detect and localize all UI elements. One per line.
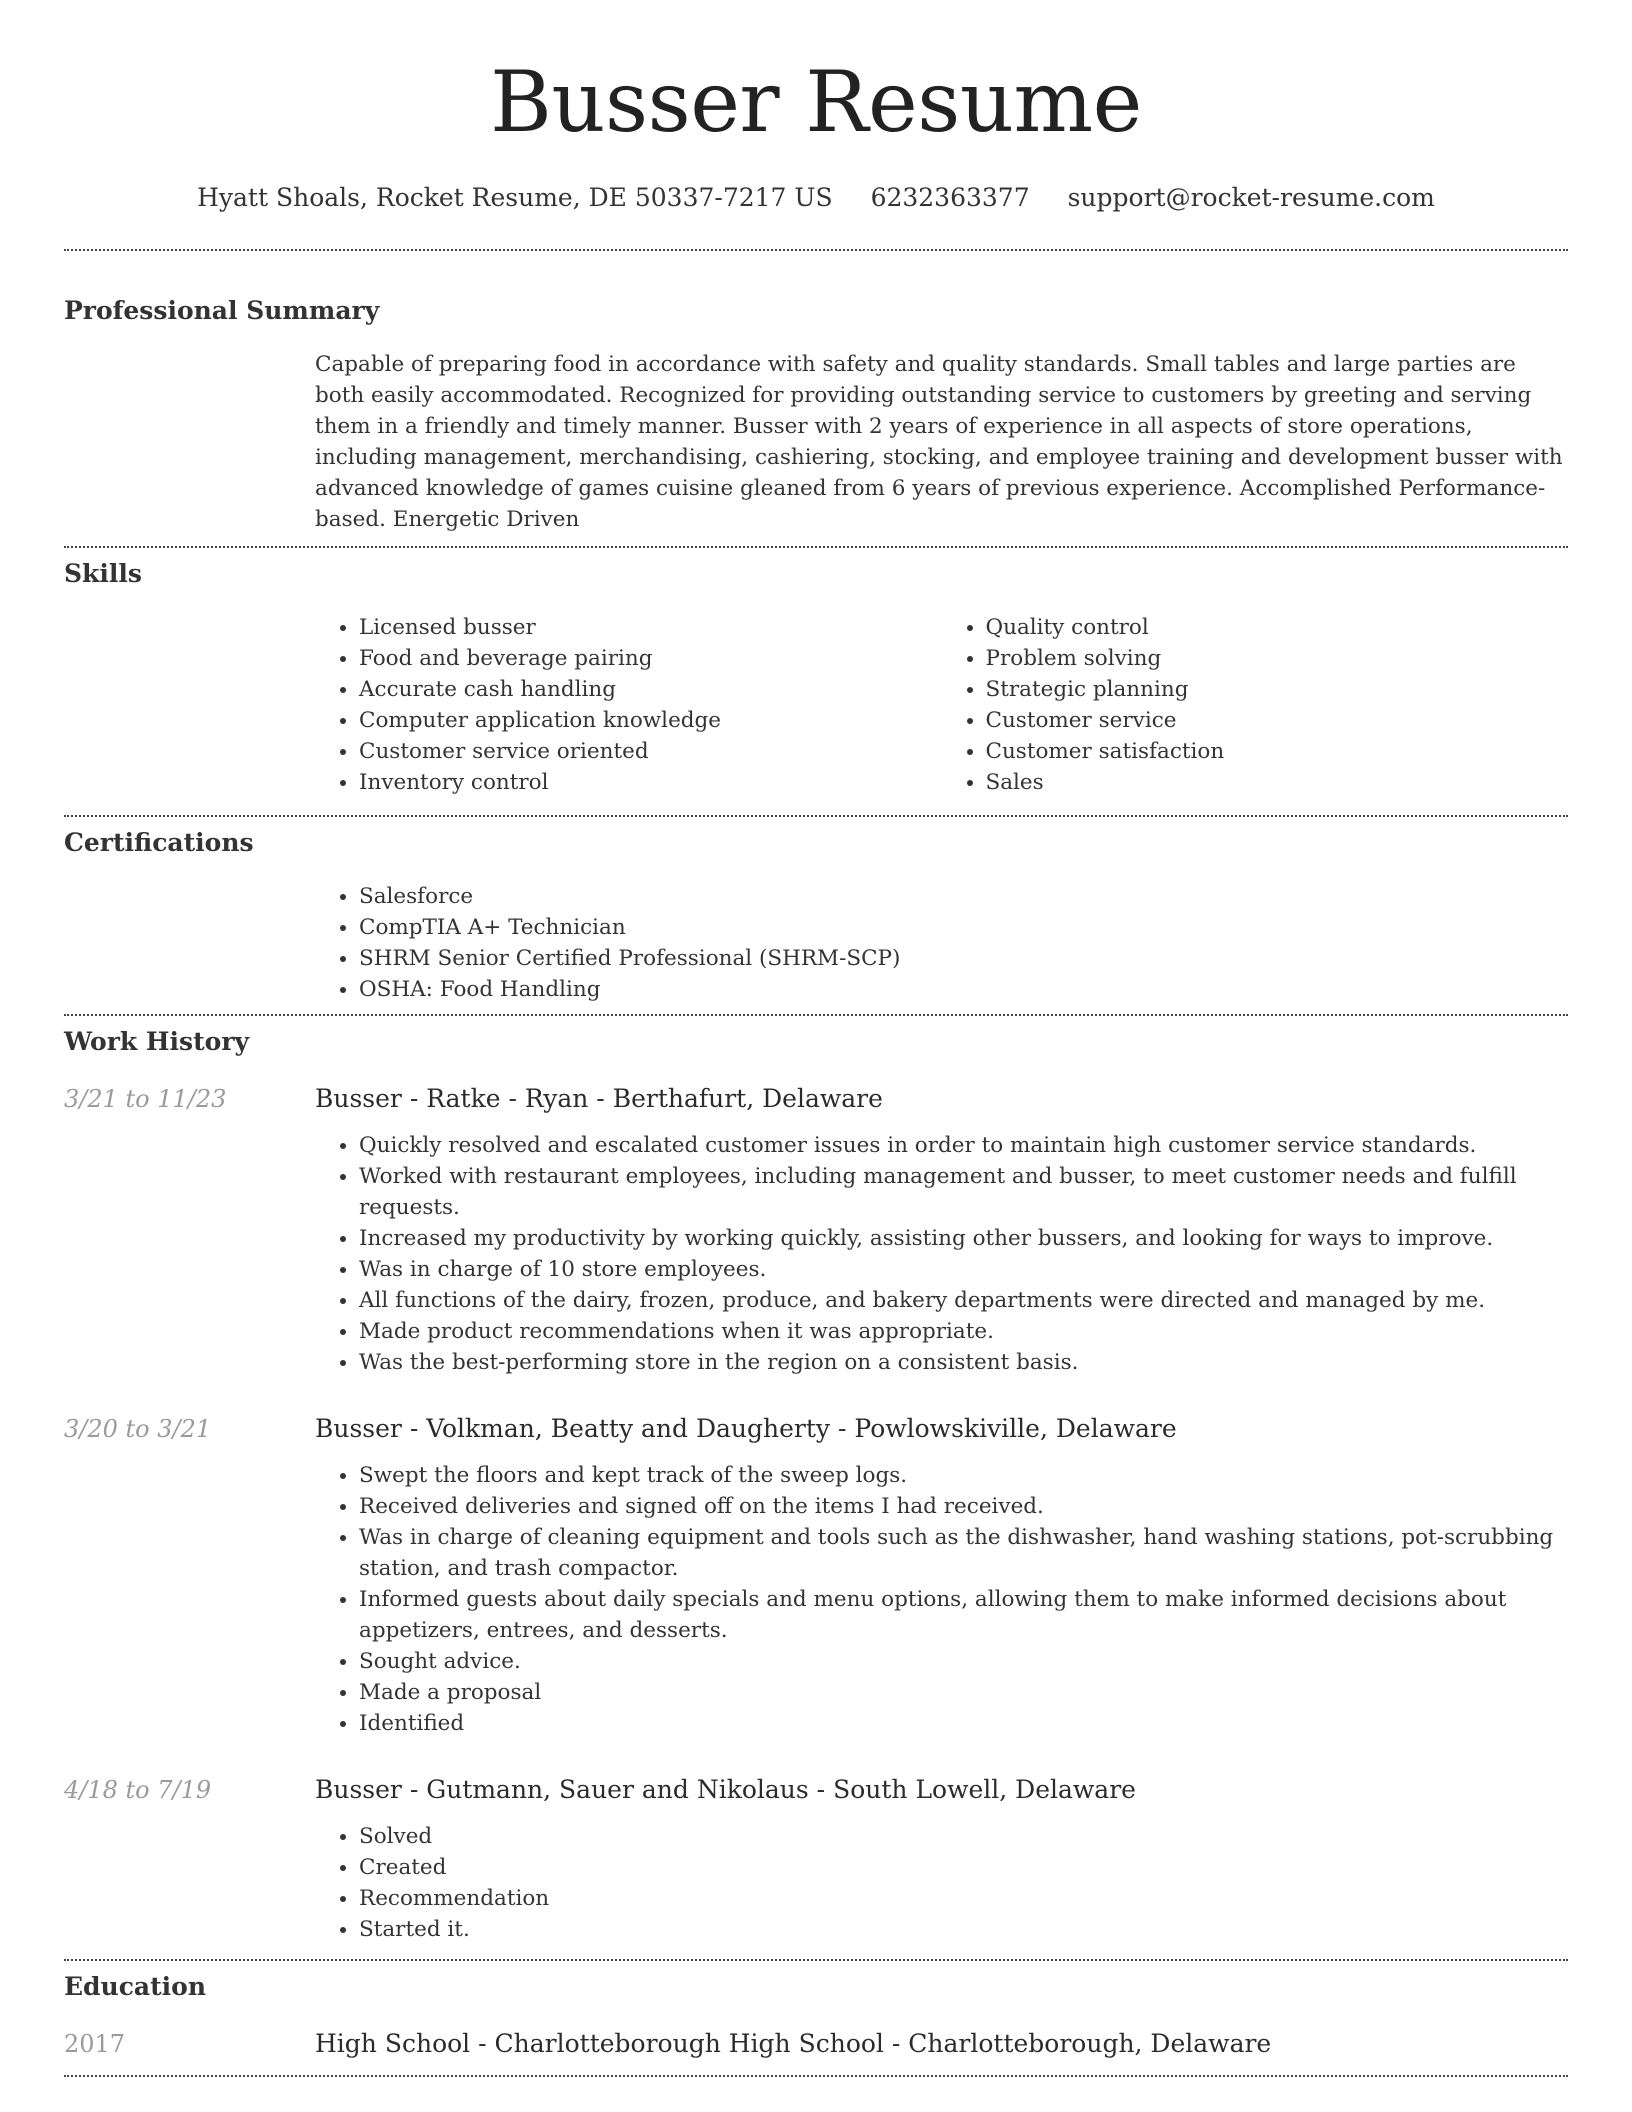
- certifications-body: [315, 881, 1568, 1005]
- certification-item: • OSHA: Food Handling: [359, 974, 1568, 1005]
- skills-heading: Skills: [64, 559, 142, 588]
- job-bullet: • Was in charge of 10 store employees.: [359, 1254, 1568, 1285]
- job-dates: 3/20 to 3/21: [64, 1415, 212, 1443]
- job-bullet: • Created: [359, 1852, 1568, 1883]
- job-title: Busser - Gutmann, Sauer and Nikolaus - South Lowell, Delaware: [315, 1775, 1136, 1804]
- certification-item: • SHRM Senior Certified Professional (SHRM-SCP): [359, 943, 1568, 974]
- education-section: [64, 1961, 1568, 2061]
- divider: [64, 2075, 1568, 2077]
- skill-item: • Quality control: [986, 612, 1569, 643]
- education-entry: [64, 2027, 1568, 2061]
- skill-item: • Problem solving: [986, 643, 1569, 674]
- job-header: [64, 1412, 1568, 1446]
- certification-item: • CompTIA A+ Technician: [359, 912, 1568, 943]
- contact-phone: 6232363377: [870, 183, 1030, 212]
- skill-item: • Sales: [986, 767, 1569, 798]
- contact-email: support@rocket-resume.com: [1067, 183, 1435, 212]
- certifications-section: [64, 817, 1568, 1005]
- certification-item: • Salesforce: [359, 881, 1568, 912]
- job-bullet: • Was in charge of cleaning equipment and tools such as the dishwasher, hand washing stations, pot-scrubbing station, and trash compactor.: [359, 1522, 1568, 1584]
- skill-item: • Strategic planning: [986, 674, 1569, 705]
- skills-list-right: [942, 612, 1569, 798]
- resume-title: Busser Resume: [490, 53, 1142, 151]
- job-bullet: • Quickly resolved and escalated customer issues in order to maintain high customer service standards.: [359, 1130, 1568, 1161]
- job-dates: 4/18 to 7/19: [64, 1776, 212, 1804]
- skills-columns: [315, 612, 1568, 798]
- skill-item: • Customer satisfaction: [986, 736, 1569, 767]
- certifications-heading: Certifications: [64, 828, 254, 857]
- skill-item: • Food and beverage pairing: [359, 643, 942, 674]
- skill-item: • Customer service oriented: [359, 736, 942, 767]
- job-header: [64, 1082, 1568, 1116]
- job-bullet: • Swept the floors and kept track of the sweep logs.: [359, 1460, 1568, 1491]
- job-bullets: [315, 1821, 1568, 1945]
- certifications-list: [315, 881, 1568, 1005]
- summary-section: [64, 251, 1568, 535]
- job-bullet: • Worked with restaurant employees, including management and busser, to meet customer needs and fulfill requests.: [359, 1161, 1568, 1223]
- summary-heading: Professional Summary: [64, 296, 380, 325]
- job-bullet: • Started it.: [359, 1914, 1568, 1945]
- summary-text: Capable of preparing food in accordance with safety and quality standards. Small tables and large parties are both easily accommodated. Recognized for providing outstanding service to customers by greeting and serving them in a friendly and timely manner. Busser with 2 years of experience in all aspects of store operations, including management, merchandising, cashiering, stocking, and employee training and development busser with advanced knowledge of games cuisine gleaned from 6 years of previous experience. Accomplished Performance-based. Energetic Driven: [315, 352, 1563, 532]
- job-entry: [64, 1082, 1568, 1378]
- job-bullet: • Made a proposal: [359, 1677, 1568, 1708]
- job-bullet: • Increased my productivity by working quickly, assisting other bussers, and looking for ways to improve.: [359, 1223, 1568, 1254]
- job-bullet: • Received deliveries and signed off on the items I had received.: [359, 1491, 1568, 1522]
- education-year: 2017: [64, 2030, 126, 2058]
- job-entry: [64, 1412, 1568, 1739]
- job-bullet: • Sought advice.: [359, 1646, 1568, 1677]
- skill-item: • Licensed busser: [359, 612, 942, 643]
- job-entry: [64, 1773, 1568, 1945]
- job-bullets: [315, 1130, 1568, 1378]
- contact-address: Hyatt Shoals, Rocket Resume, DE 50337-7217 US: [197, 183, 833, 212]
- skill-item: • Computer application knowledge: [359, 705, 942, 736]
- job-title: Busser - Ratke - Ryan - Berthafurt, Delaware: [315, 1084, 883, 1113]
- job-bullet: • Informed guests about daily specials and menu options, allowing them to make informed decisions about appetizers, entrees, and desserts.: [359, 1584, 1568, 1646]
- work-section: [64, 1016, 1568, 1945]
- skills-list-left: [315, 612, 942, 798]
- skills-section: [64, 548, 1568, 798]
- job-title: Busser - Volkman, Beatty and Daugherty - Powlowskiville, Delaware: [315, 1414, 1177, 1443]
- job-bullet: • All functions of the dairy, frozen, produce, and bakery departments were directed and managed by me.: [359, 1285, 1568, 1316]
- work-heading: Work History: [64, 1027, 250, 1056]
- job-bullet: • Recommendation: [359, 1883, 1568, 1914]
- job-bullets: [315, 1460, 1568, 1739]
- job-bullet: • Was the best-performing store in the region on a consistent basis.: [359, 1347, 1568, 1378]
- job-bullet: • Made product recommendations when it was appropriate.: [359, 1316, 1568, 1347]
- skill-item: • Inventory control: [359, 767, 942, 798]
- job-dates: 3/21 to 11/23: [64, 1085, 227, 1113]
- job-header: [64, 1773, 1568, 1807]
- job-bullet: • Identified: [359, 1708, 1568, 1739]
- skill-item: • Customer service: [986, 705, 1569, 736]
- skill-item: • Accurate cash handling: [359, 674, 942, 705]
- education-title: High School - Charlotteborough High School - Charlotteborough, Delaware: [315, 2029, 1272, 2058]
- job-bullet: • Solved: [359, 1821, 1568, 1852]
- education-heading: Education: [64, 1972, 207, 2001]
- contact-line: [64, 182, 1568, 214]
